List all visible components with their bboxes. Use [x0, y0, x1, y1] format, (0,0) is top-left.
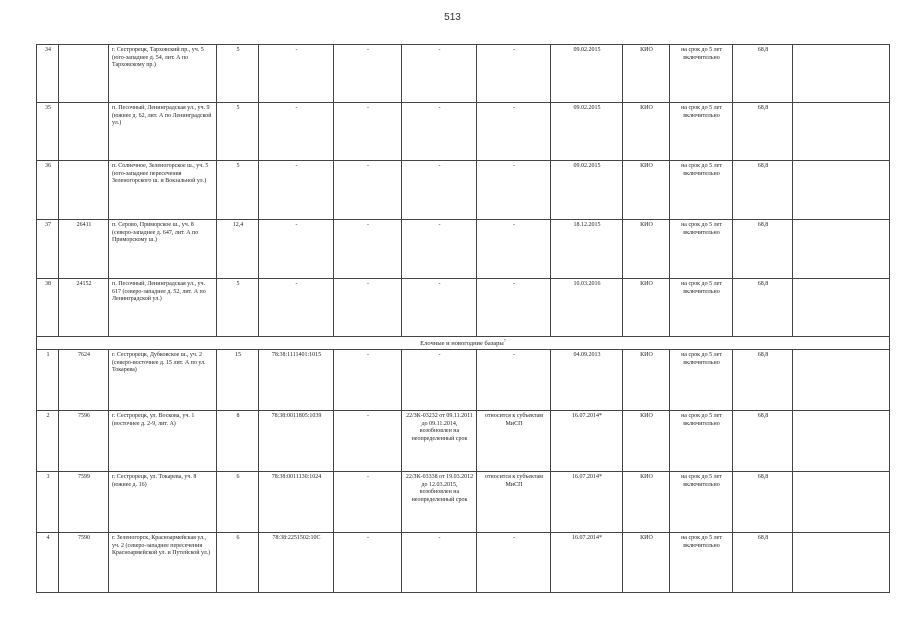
cell-date: 16.07.2014* — [551, 472, 623, 533]
cell-date: 16.07.2014* — [551, 533, 623, 593]
cell-org: КИО — [623, 533, 670, 593]
cell-status: - — [477, 533, 551, 593]
cell-cad: - — [259, 103, 334, 161]
cell-cad: 78:38:0011130:1024 — [259, 472, 334, 533]
cell-org: КИО — [623, 411, 670, 472]
cell-d1: - — [334, 350, 402, 411]
cell-num: 38 — [37, 279, 59, 337]
cell-term: на срок до 5 лет включительно — [670, 279, 733, 337]
cell-extra — [793, 45, 890, 103]
cell-area: 5 — [217, 161, 259, 220]
cell-date: 09.02.2015 — [551, 103, 623, 161]
cell-id — [59, 103, 109, 161]
cell-num: 4 — [37, 533, 59, 593]
cell-extra — [793, 103, 890, 161]
table-body-top — [37, 45, 890, 337]
cell-term: на срок до 5 лет включительно — [670, 533, 733, 593]
cell-d1: - — [334, 161, 402, 220]
table-row — [37, 45, 890, 103]
cell-cad: - — [259, 161, 334, 220]
cell-address: г. Сестрорецк, ул. Токарева, уч. 8 (южнее д. 16) — [109, 472, 217, 533]
table-row — [37, 220, 890, 279]
cell-id: 7624 — [59, 350, 109, 411]
table-row — [37, 279, 890, 337]
cell-term: на срок до 5 лет включительно — [670, 350, 733, 411]
cell-d1: - — [334, 533, 402, 593]
cell-address: г. Сестрорецк, ул. Воскова, уч. 1 (восточнее д. 2-9, лит. А) — [109, 411, 217, 472]
cell-d2: - — [402, 103, 477, 161]
cell-org: КИО — [623, 161, 670, 220]
cell-status: - — [477, 161, 551, 220]
cell-status: относится к субъектам МиСП — [477, 472, 551, 533]
cell-d1: - — [334, 220, 402, 279]
cell-address: п. Солнечное, Зеленогорское ш., уч. 5 (юго-западнее пересечения Зеленогорского ш. и Вокзальной ул.) — [109, 161, 217, 220]
cell-area: 8 — [217, 411, 259, 472]
cell-term: на срок до 5 лет включительно — [670, 103, 733, 161]
cell-org: КИО — [623, 220, 670, 279]
cell-rate: 68,8 — [733, 411, 793, 472]
cell-cad: - — [259, 45, 334, 103]
cell-address: п. Песочный, Ленинградская ул., уч. 9 (южнее д. 62, лит. А по Ленинградской ул.) — [109, 103, 217, 161]
cell-id: 26411 — [59, 220, 109, 279]
cell-status: - — [477, 45, 551, 103]
cell-term: на срок до 5 лет включительно — [670, 45, 733, 103]
cell-num: 2 — [37, 411, 59, 472]
cell-num: 1 — [37, 350, 59, 411]
cell-d2: 22/ЗК-03338 от 19.03.2012 до 12.03.2015, возобновлен на неопределенный срок — [402, 472, 477, 533]
cell-extra — [793, 279, 890, 337]
cell-term: на срок до 5 лет включительно — [670, 411, 733, 472]
section-header-row — [37, 337, 890, 350]
cell-status: относится к субъектам МиСП — [477, 411, 551, 472]
cell-extra — [793, 161, 890, 220]
cell-area: 5 — [217, 45, 259, 103]
cell-num: 36 — [37, 161, 59, 220]
cell-term: на срок до 5 лет включительно — [670, 472, 733, 533]
cell-num: 37 — [37, 220, 59, 279]
cell-cad: - — [259, 279, 334, 337]
cell-id: 7590 — [59, 533, 109, 593]
cell-id — [59, 161, 109, 220]
cell-rate: 68,8 — [733, 45, 793, 103]
cell-d2: - — [402, 161, 477, 220]
cell-address: п. Песочный, Ленинградская ул., уч. 617 (северо-западнее д. 52, лит. А по Ленинградской ул.) — [109, 279, 217, 337]
cell-rate: 68,8 — [733, 279, 793, 337]
cell-date: 16.07.2014* — [551, 411, 623, 472]
cell-d1: - — [334, 45, 402, 103]
cell-address: г. Сестрорецк, Дубковское ш., уч. 2 (северо-восточнее д. 15 лит. А по ул. Токарева) — [109, 350, 217, 411]
section-title — [37, 337, 890, 350]
cell-id: 24152 — [59, 279, 109, 337]
cell-area: 6 — [217, 472, 259, 533]
registry-table — [36, 44, 890, 593]
cell-date: 04.09.2013 — [551, 350, 623, 411]
cell-extra — [793, 220, 890, 279]
cell-d2: - — [402, 279, 477, 337]
cell-cad: 78:38:2251502:10С — [259, 533, 334, 593]
cell-rate: 68,8 — [733, 220, 793, 279]
cell-extra — [793, 533, 890, 593]
cell-date: 18.12.2015 — [551, 220, 623, 279]
cell-cad: 78:38:0011805:1039 — [259, 411, 334, 472]
cell-term: на срок до 5 лет включительно — [670, 161, 733, 220]
cell-address: г. Сестрорецк, Тарховский пр., уч. 5 (юго-западнее д. 54, лит. А по Тарховскому пр.) — [109, 45, 217, 103]
cell-term: на срок до 5 лет включительно — [670, 220, 733, 279]
cell-date: 09.02.2015 — [551, 45, 623, 103]
table-row — [37, 533, 890, 593]
cell-cad: - — [259, 220, 334, 279]
table-row — [37, 350, 890, 411]
cell-cad: 78:38:1111401:1015 — [259, 350, 334, 411]
cell-extra — [793, 472, 890, 533]
cell-status: - — [477, 103, 551, 161]
cell-date: 09.02.2015 — [551, 161, 623, 220]
cell-id — [59, 45, 109, 103]
cell-rate: 68,8 — [733, 350, 793, 411]
cell-d2: - — [402, 45, 477, 103]
cell-d2: - — [402, 350, 477, 411]
cell-id: 7596 — [59, 411, 109, 472]
cell-status: - — [477, 279, 551, 337]
cell-d1: - — [334, 411, 402, 472]
cell-area: 12,4 — [217, 220, 259, 279]
cell-d2: - — [402, 533, 477, 593]
cell-area: 5 — [217, 103, 259, 161]
cell-status: - — [477, 350, 551, 411]
cell-area: 6 — [217, 533, 259, 593]
table-row — [37, 411, 890, 472]
cell-extra — [793, 411, 890, 472]
cell-area: 15 — [217, 350, 259, 411]
cell-rate: 68,8 — [733, 103, 793, 161]
cell-rate: 68,8 — [733, 533, 793, 593]
cell-org: КИО — [623, 45, 670, 103]
cell-address: г. Зеленогорск, Красноармейская ул., уч. 2 (северо-западнее пересечения Красноармейской ул. и Путейской ул.) — [109, 533, 217, 593]
cell-org: КИО — [623, 103, 670, 161]
cell-d2: - — [402, 220, 477, 279]
cell-d1: - — [334, 472, 402, 533]
table-row — [37, 103, 890, 161]
cell-extra — [793, 350, 890, 411]
cell-status: - — [477, 220, 551, 279]
page-number: 513 — [444, 12, 461, 23]
cell-d1: - — [334, 103, 402, 161]
cell-num: 35 — [37, 103, 59, 161]
section-title-text: Елочные и новогодние базары — [420, 340, 504, 348]
cell-d1: - — [334, 279, 402, 337]
cell-org: КИО — [623, 279, 670, 337]
cell-num: 3 — [37, 472, 59, 533]
cell-rate: 68,8 — [733, 472, 793, 533]
cell-date: 10.03.2016 — [551, 279, 623, 337]
cell-d2: 22/ЗК-03232 от 09.11.2011 до 09.11.2014, возобновлен на неопределенный срок — [402, 411, 477, 472]
cell-rate: 68,8 — [733, 161, 793, 220]
cell-org: КИО — [623, 472, 670, 533]
section-footnote: 7 — [503, 338, 506, 343]
table-row — [37, 472, 890, 533]
cell-id: 7599 — [59, 472, 109, 533]
table-body-bottom — [37, 350, 890, 593]
cell-org: КИО — [623, 350, 670, 411]
table-row — [37, 161, 890, 220]
cell-area: 5 — [217, 279, 259, 337]
cell-address: п. Серово, Приморское ш., уч. 8 (северо-западнее д. 647, лит. А по Приморскому ш.) — [109, 220, 217, 279]
cell-num: 34 — [37, 45, 59, 103]
